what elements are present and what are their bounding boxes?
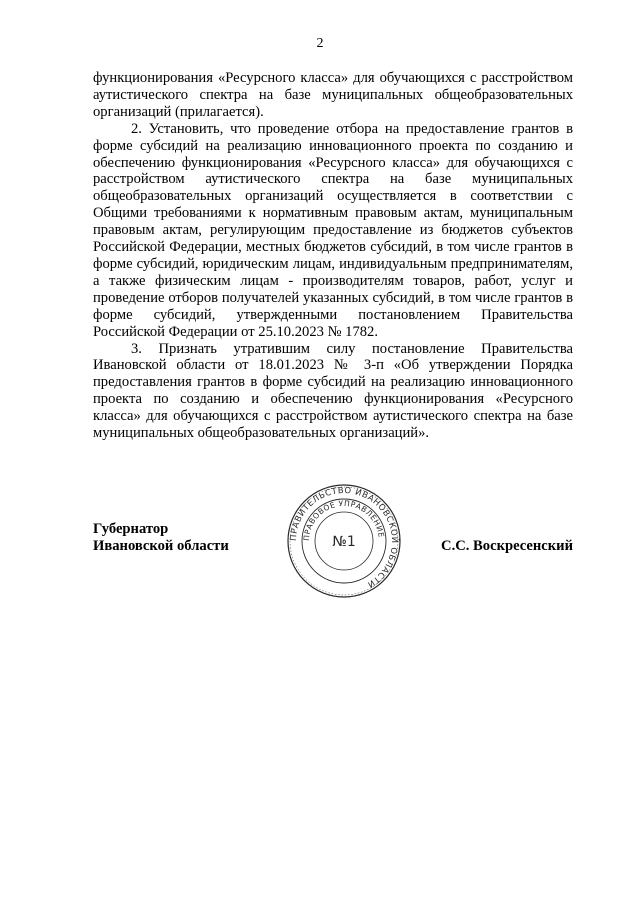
official-stamp	[286, 483, 402, 599]
paragraph-item-2: 2. Установить, что проведение отбора на предоставление грантов в форме субсидий на реализацию инновационного проекта по созданию и обеспечению функционирования «Ресурсного класса» для обучающихся с расстройством аутистического спектра на базе муниципальных общеобразовательных организаций осуществляется в соответствии с Общими требованиями к нормативным правовым актам, муниципальным правовым актам, регулирующим предоставление из бюджетов субъектов Российской Федерации, местных бюджетов субсидий, в том числе грантов в форме субсидий, юридическим лицам, индивидуальным предпринимателям, а также физическим лицам - производителям товаров, работ, услуг и проведение отборов получателей указанных субсидий, в том числе грантов в форме субсидий, утвержденными постановлением Правительства Российской Федерации от 25.10.2023 № 1782.	[93, 120, 573, 340]
signature-name: С.С. Воскресенский	[441, 538, 573, 554]
paragraph-item-3: 3. Признать утратившим силу постановление Правительства Ивановской области от 18.01.2023 № 3-п «Об утверждении Порядка предоставления грантов в форме субсидий на реализацию инновационного проекта по созданию и обеспечению функционирования «Ресурсного класса» для обучающихся с расстройством аутистического спектра на базе муниципальных общеобразовательных организаций».	[93, 340, 573, 442]
page-number: 2	[316, 36, 324, 51]
paragraph-continuation: функционирования «Ресурсного класса» для обучающихся с расстройством аутистического спектра на базе муниципальных общеобразовательных организаций (прилагается).	[93, 70, 573, 120]
signature-title-line1: Губернатор	[93, 521, 169, 537]
stamp-center-number: №1	[332, 534, 356, 550]
signature-title-line2: Ивановской области	[93, 538, 229, 554]
body-text	[93, 70, 573, 442]
signature-title	[93, 521, 229, 555]
stamp-outer-text: ПРАВИТЕЛЬСТВО ИВАНОВСКОЙ ОБЛАСТИ	[287, 484, 401, 591]
stamp-inner-text: ПРАВОВОЕ УПРАВЛЕНИЕ	[301, 498, 386, 542]
